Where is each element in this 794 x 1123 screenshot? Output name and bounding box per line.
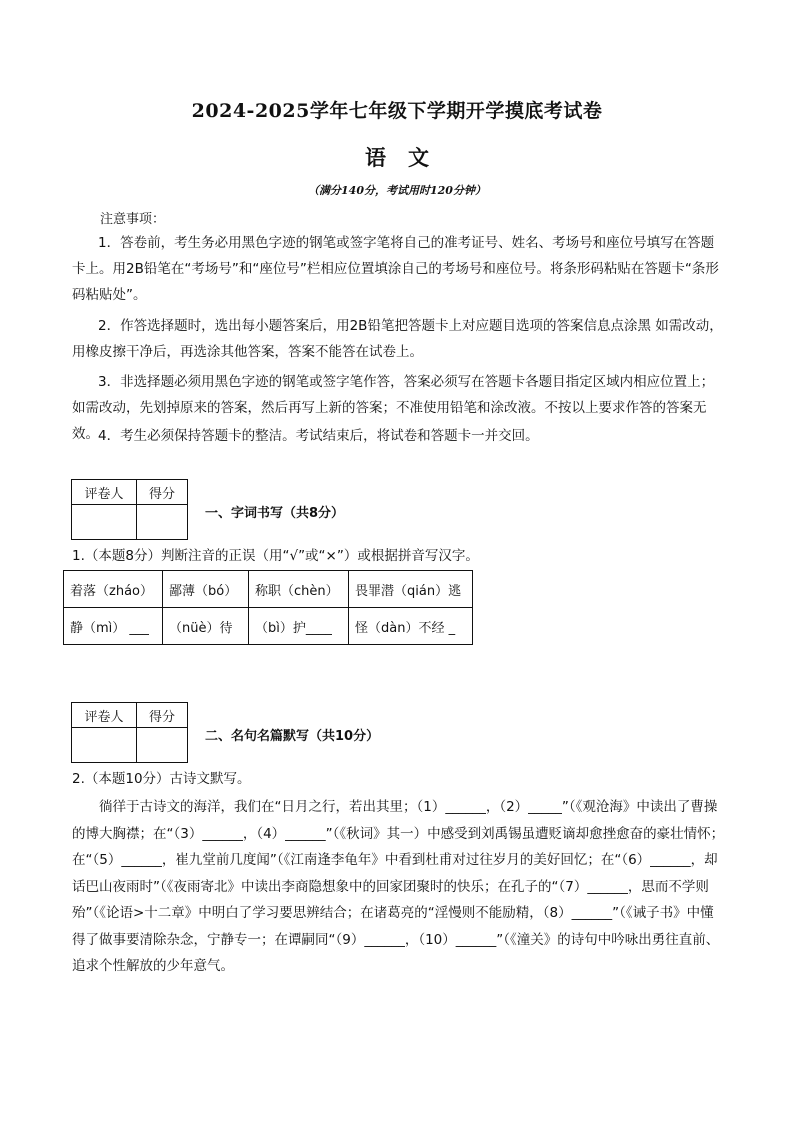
grader-cell[interactable] bbox=[72, 728, 137, 763]
table-cell: 着落（zháo） bbox=[64, 571, 163, 608]
score-note: （满分140分，考试用时120分钟） bbox=[308, 184, 486, 197]
grader-box-2 bbox=[71, 702, 188, 763]
notes-heading: 注意事项： bbox=[100, 212, 166, 227]
pinyin-table bbox=[63, 570, 473, 645]
note-item-3: 3．非选择题必须用黑色字迹的钢笔或签字笔作答，答案必须写在答题卡各题目指定区域内相应位置上；如需改动，先划掉原来的答案，然后再写上新的答案；不准使用铅笔和涂改液。不按以上要求作答的答案无效。 bbox=[72, 374, 715, 442]
question-2: 2.（本题10分）古诗文默写。 bbox=[72, 771, 251, 787]
score-cell[interactable] bbox=[137, 505, 188, 540]
question-1: 1.（本题8分）判断注音的正误（用“√”或“×”）或根据拼音写汉字。 bbox=[72, 548, 479, 564]
table-row bbox=[64, 608, 473, 645]
table-row bbox=[64, 571, 473, 608]
table-cell: 称职（chèn） bbox=[249, 571, 349, 608]
score-label: 得分 bbox=[137, 480, 188, 505]
table-cell: 怪（dàn）不经 _ bbox=[349, 608, 473, 645]
section-2-title: 二、名句名篇默写（共10分） bbox=[205, 729, 380, 744]
table-cell: 畏罪潜（qián）逃 bbox=[349, 571, 473, 608]
poem-passage: 徜徉于古诗文的海洋，我们在“日月之行，若出其里；（1）______，（2）_____”（《观沧海》中读出了曹操的博大胸襟；在“（3）______，（4）______”（《秋词》其一）中感受到刘禹锡虽遭贬谪却愈挫愈奋的豪壮情怀；在“（5）______，崔九堂前几度闻”（《江南逢李龟年》中看到杜甫对过往岁月的美好回忆；在“（6）______，却话巴山夜雨时”（《夜雨寄北》中读出李商隐想象中的回家团聚时的快乐；在孔子的“（7）______，思而不学则殆”（《论语>十二章》中明白了学习要思辨结合；在诸葛亮的“淫慢则不能励精，（8）______”（《诫子书》中懂得了做事要清除杂念，宁静专一；在谭嗣同“（9）______，（10）______”（《潼关》的诗句中吟咏出勇往直前、追求个性解放的少年意气。 bbox=[72, 799, 725, 974]
note-item-2: 2．作答选择题时，选出每小题答案后，用2B铅笔把答题卡上对应题目选项的答案信息点涂黑 如需改动，用橡皮擦干净后，再选涂其他答案，答案不能答在试卷上。 bbox=[72, 318, 723, 360]
note-item-1: 1．答卷前，考生务必用黑色字迹的钢笔或签字笔将自己的准考证号、姓名、考场号和座位号填写在答题卡上。用2B铅笔在“考场号”和“座位号”栏相应位置填涂自己的考场号和座位号。将条形码粘贴在答题卡“条形码粘贴处”。 bbox=[72, 235, 719, 303]
grader-cell[interactable] bbox=[72, 505, 137, 540]
table-cell: 静（mì） ___ bbox=[64, 608, 163, 645]
note-item-4: 4．考生必须保持答题卡的整洁。考试结束后，将试卷和答题卡一并交回。 bbox=[98, 428, 539, 444]
score-label: 得分 bbox=[137, 703, 188, 728]
grader-box-1 bbox=[71, 479, 188, 540]
score-cell[interactable] bbox=[137, 728, 188, 763]
page-title: 2024-2025学年七年级下学期开学摸底考试卷 bbox=[191, 100, 603, 122]
table-cell: 鄙薄（bó） bbox=[163, 571, 249, 608]
table-cell: （nüè）待 bbox=[163, 608, 249, 645]
grader-label: 评卷人 bbox=[72, 480, 137, 505]
subject-title: 语文 bbox=[365, 145, 451, 170]
table-cell: （bì）护____ bbox=[249, 608, 349, 645]
grader-label: 评卷人 bbox=[72, 703, 137, 728]
section-1-title: 一、字词书写（共8分） bbox=[205, 506, 345, 521]
